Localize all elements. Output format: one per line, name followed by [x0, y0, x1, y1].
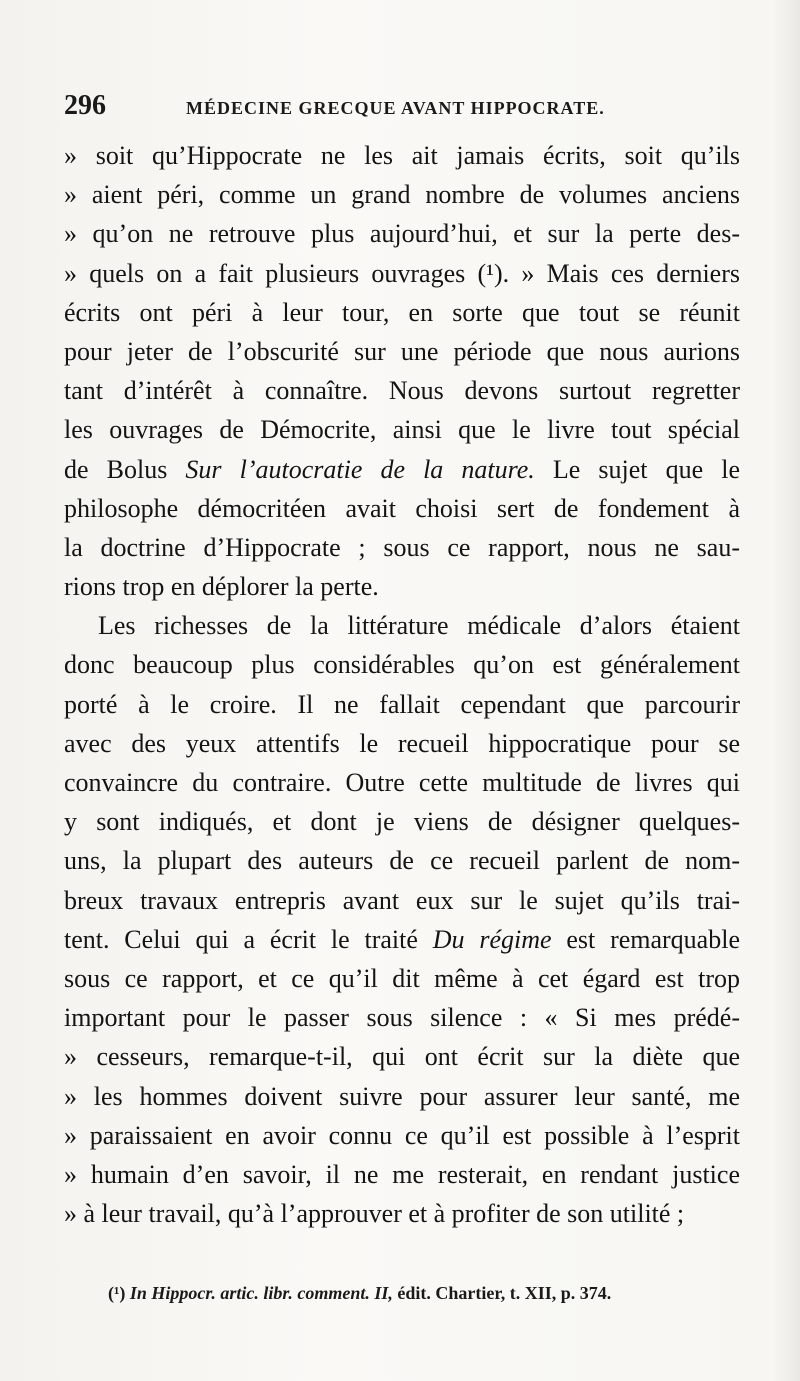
page-header — [64, 88, 740, 128]
page-number: 296 — [64, 90, 106, 121]
text-line: » humain d’en savoir, il ne me resterait, en rendant justice — [64, 1159, 740, 1189]
text-line: » aient péri, comme un grand nombre de volumes anciens — [64, 180, 740, 210]
italic-title: Sur l’autocratie de la nature. — [185, 454, 535, 484]
text-line-mixed — [64, 920, 740, 959]
text-line: donc beaucoup plus considérables qu’on est généralement — [64, 650, 740, 680]
footnote-marker: (¹) — [108, 1283, 126, 1303]
text-line: uns, la plupart des auteurs de ce recueil parlent de nom- — [64, 846, 740, 876]
text-line: sous ce rapport, et ce qu’il dit même à cet égard est trop — [64, 963, 740, 993]
text-line: pour jeter de l’obscurité sur une période que nous aurions — [64, 336, 740, 366]
text-line: avec des yeux attentifs le recueil hippocratique pour se — [64, 728, 740, 758]
text-line-mixed — [64, 450, 740, 489]
text-run: de Bolus — [64, 454, 186, 484]
text-line: » cesseurs, remarque-t-il, qui ont écrit sur la diète que — [64, 1042, 740, 1072]
text-line: » soit qu’Hippocrate ne les ait jamais écrits, soit qu’ils — [64, 141, 740, 170]
footnote — [108, 1280, 748, 1306]
page-edge-shadow — [772, 0, 800, 1381]
text-line: important pour le passer sous silence : « Si mes prédé- — [64, 1003, 740, 1033]
text-line: philosophe démocritéen avait choisi sert de fondement à — [64, 493, 740, 523]
text-line: porté à le croire. Il ne fallait cependant que parcourir — [64, 689, 740, 719]
text-line: » qu’on ne retrouve plus aujourd’hui, et sur la perte des- — [64, 219, 740, 249]
text-line: y sont indiqués, et dont je viens de désigner quelques- — [64, 807, 740, 837]
paragraph-start-line: Les richesses de la littérature médicale d’alors étaient — [98, 611, 740, 641]
text-line: » paraissaient en avoir connu ce qu’il est possible à l’esprit — [64, 1120, 740, 1150]
text-line: la doctrine d’Hippocrate ; sous ce rapport, nous ne sau- — [64, 532, 740, 562]
text-run: Le sujet que le — [534, 454, 740, 484]
footnote-edition: édit. Chartier, t. XII, p. 374. — [392, 1283, 612, 1303]
italic-title: Du régime — [432, 924, 552, 954]
running-title: MÉDECINE GRECQUE AVANT HIPPOCRATE. — [186, 98, 605, 118]
text-line: écrits ont péri à leur tour, en sorte que tout se réunit — [64, 297, 740, 327]
text-line: les ouvrages de Démocrite, ainsi que le livre tout spécial — [64, 415, 740, 445]
text-line: » à leur travail, qu’à l’approuver et à profiter de son utilité ; — [64, 1199, 685, 1229]
body-text — [64, 136, 740, 1233]
text-line: convaincre du contraire. Outre cette multitude de livres qui — [64, 768, 740, 797]
text-run: tent. Celui qui a écrit le traité — [64, 924, 433, 954]
text-line: tant d’intérêt à connaître. Nous devons surtout regretter — [64, 376, 740, 406]
text-line: » les hommes doivent suivre pour assurer leur santé, me — [64, 1081, 740, 1111]
text-run: est remarquable — [551, 924, 740, 954]
footnote-reference: In Hippocr. artic. libr. comment. II, — [129, 1283, 393, 1303]
text-line: breux travaux entrepris avant eux sur le sujet qu’ils trai- — [64, 885, 740, 915]
text-line: » quels on a fait plusieurs ouvrages (¹). » Mais ces derniers — [64, 258, 740, 288]
text-line: rions trop en déplorer la perte. — [64, 572, 379, 602]
